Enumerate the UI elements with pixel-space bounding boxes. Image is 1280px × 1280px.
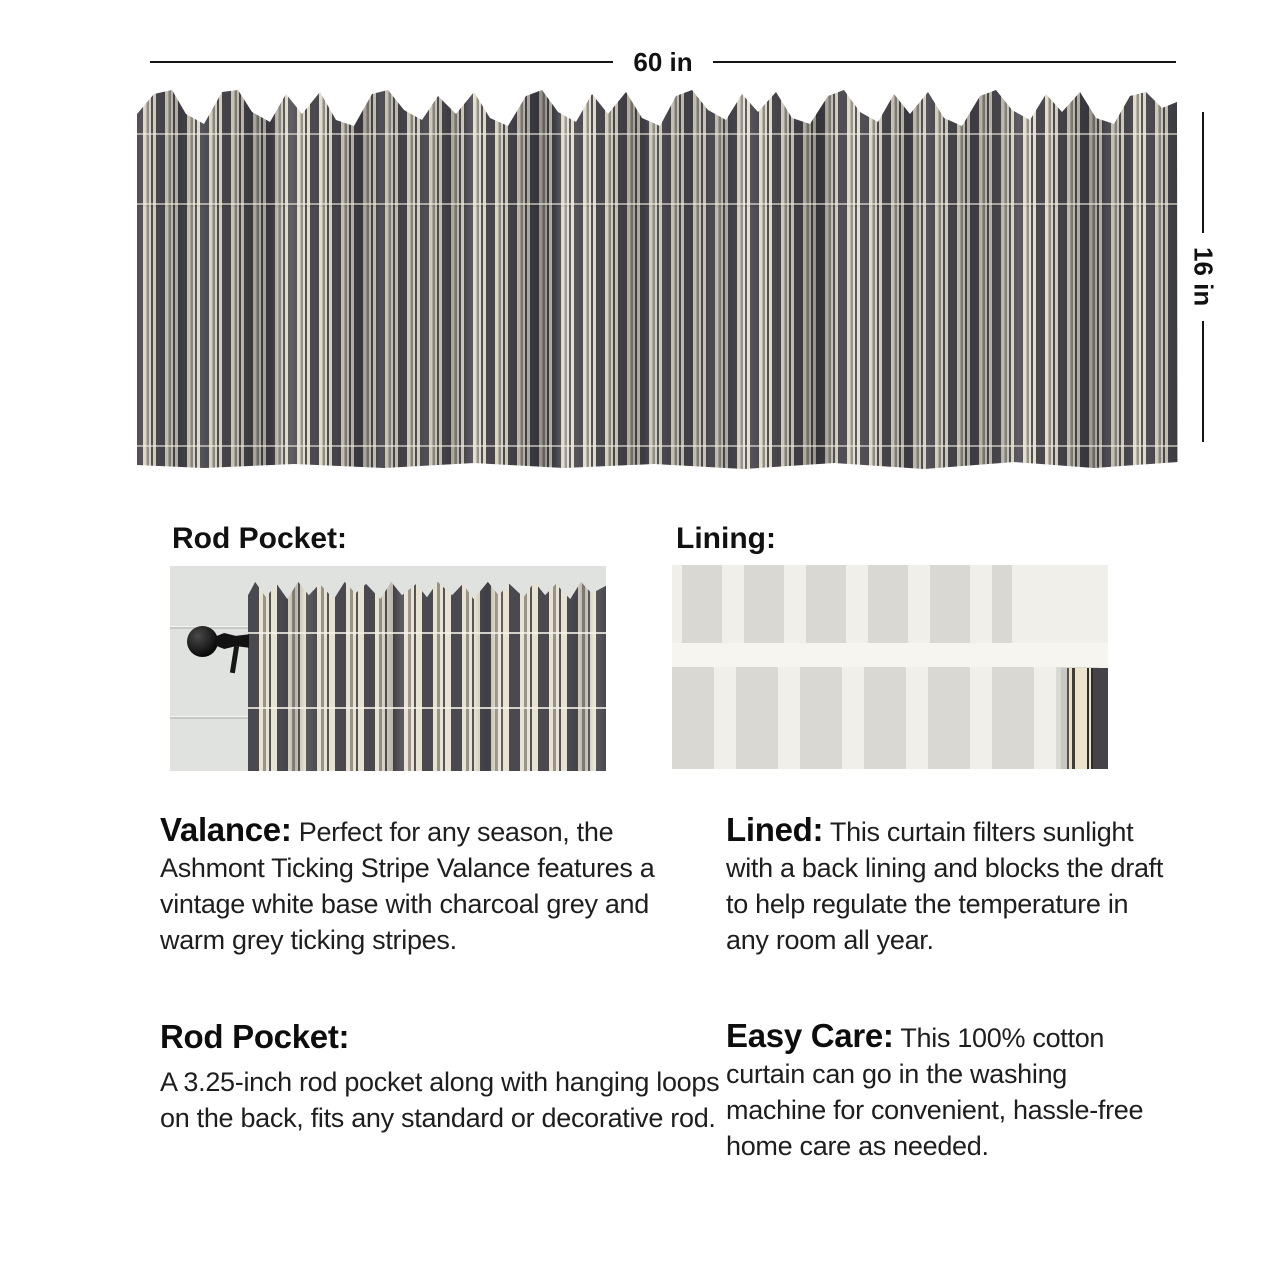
valance-description (160, 812, 720, 958)
height-dimension-label: 16 in (1188, 247, 1219, 307)
rod-pocket-description-title: Rod Pocket: (160, 1018, 350, 1055)
rod-finial-ball-icon (187, 626, 218, 657)
lined-description (726, 812, 1166, 958)
dimension-line-left (150, 61, 613, 63)
lined-description-title: Lined: (726, 811, 824, 848)
lined-paragraph (726, 812, 1166, 958)
rod-pocket-description (160, 1018, 720, 1136)
valance-description-body: Perfect for any season, the Ashmont Ticking Stripe Valance features a vintage white base with charcoal grey and warm grey ticking stripes. (160, 817, 655, 955)
lining-upper-fabric (682, 565, 1012, 643)
rod-bracket-pin (230, 646, 239, 673)
dimension-line-right (713, 61, 1176, 63)
easy-care-description-title: Easy Care: (726, 1017, 894, 1054)
rod-pocket-description-body: A 3.25-inch rod pocket along with hanging loops on the back, fits any standard or decorative rod. (160, 1067, 720, 1133)
valance-fabric (134, 84, 1180, 472)
stitch-line (248, 632, 606, 634)
lining-fold-band (672, 643, 1108, 667)
valance-description-title: Valance: (160, 811, 292, 848)
dimension-line-bottom (1202, 321, 1204, 442)
stitch-line (248, 707, 606, 709)
height-dimension (1186, 112, 1220, 442)
lined-description-body: This curtain filters sunlight with a back lining and blocks the draft to help regulate the temperature in any room all year. (726, 817, 1164, 955)
lining-lower-fabric (672, 667, 1108, 769)
lining-photo (672, 565, 1108, 769)
rod-finial-neck (216, 633, 249, 649)
valance-product-image (134, 84, 1180, 472)
rod-pocket-photo (170, 566, 606, 771)
lining-photo-label: Lining: (676, 522, 776, 555)
easy-care-paragraph (726, 1018, 1166, 1164)
valance-illustration (134, 84, 1180, 472)
easy-care-description-body: This 100% cotton curtain can go in the washing machine for convenient, hassle-free home care as needed. (726, 1023, 1144, 1161)
front-fabric-corner (1061, 668, 1108, 769)
width-dimension-label: 60 in (633, 46, 693, 77)
dimension-line-top (1202, 112, 1204, 233)
easy-care-description (726, 1018, 1166, 1164)
rod-pocket-photo-label: Rod Pocket: (172, 522, 348, 555)
curtain-on-rod (248, 580, 606, 771)
width-dimension (150, 44, 1176, 80)
valance-paragraph (160, 812, 720, 958)
